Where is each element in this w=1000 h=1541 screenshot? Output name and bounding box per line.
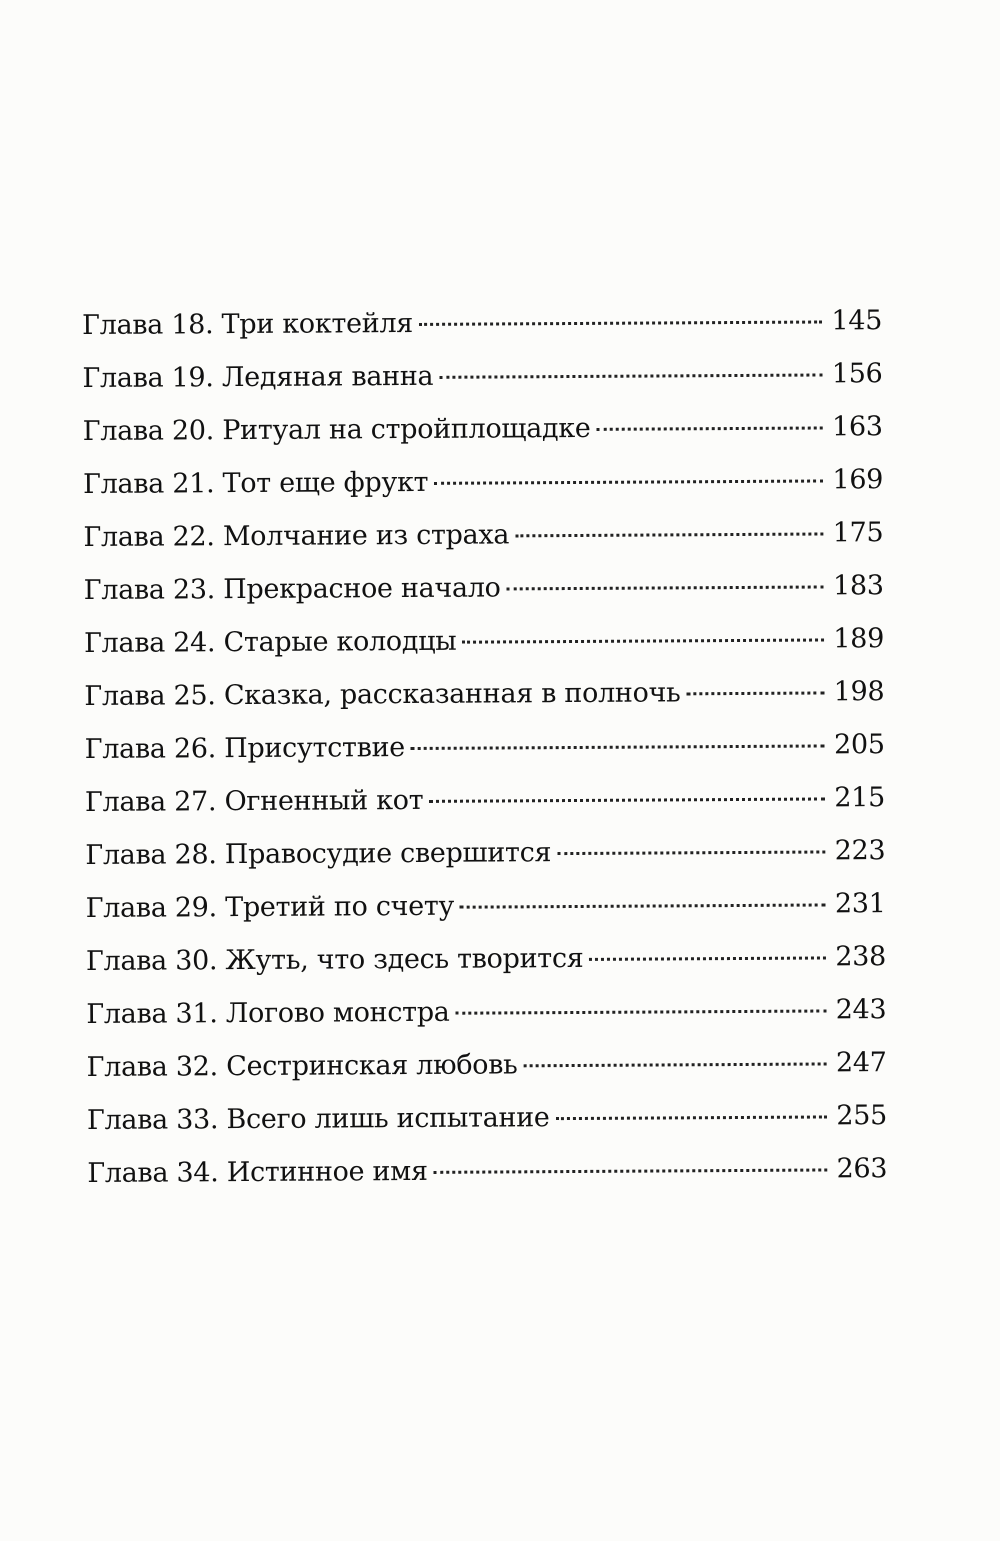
dot-leader	[429, 797, 825, 802]
dot-leader	[556, 1115, 827, 1120]
toc-entry-page: 145	[831, 305, 883, 337]
toc-entry-page: 205	[833, 729, 885, 761]
toc-entry	[85, 835, 885, 893]
toc-entry-page: 198	[833, 676, 885, 708]
toc-entry-title: Глава 20. Ритуал на стройплощадке	[82, 412, 591, 447]
toc-entry	[87, 1153, 887, 1211]
toc-entry-page: 215	[834, 782, 886, 814]
toc-entry-title: Глава 26. Присутствие	[84, 732, 406, 765]
dot-leader	[462, 638, 824, 643]
toc-entry	[86, 941, 886, 999]
dot-leader	[456, 1009, 827, 1014]
toc-entry	[83, 411, 883, 469]
toc-entry-page: 169	[832, 464, 884, 496]
toc-entry	[85, 729, 885, 787]
toc-entry-title: Глава 34. Истинное имя	[87, 1155, 428, 1189]
toc-entry	[85, 782, 885, 840]
dot-leader	[460, 903, 826, 908]
toc-entry	[84, 623, 884, 681]
toc-entry-page: 255	[836, 1100, 888, 1132]
dot-leader	[434, 1168, 828, 1173]
toc-entry-page: 156	[831, 358, 883, 390]
toc-entry-page: 247	[835, 1047, 887, 1079]
toc-entry-page: 175	[832, 517, 884, 549]
toc-entry-page: 163	[831, 411, 883, 443]
toc-entry	[86, 888, 886, 946]
toc-entry-title: Глава 21. Тот еще фрукт	[82, 466, 429, 500]
toc-entry-page: 189	[833, 623, 885, 655]
toc-entry	[87, 1100, 887, 1158]
dot-leader	[597, 426, 823, 430]
toc-entry	[84, 570, 884, 628]
toc-entry-title: Глава 33. Всего лишь испытание	[86, 1102, 550, 1136]
table-of-contents	[82, 305, 887, 1211]
toc-entry	[82, 305, 882, 363]
dot-leader	[524, 1062, 827, 1067]
toc-entry-title: Глава 27. Огненный кот	[84, 784, 424, 818]
dot-leader	[515, 532, 823, 537]
toc-entry-title: Глава 19. Ледяная ванна	[82, 360, 434, 394]
toc-entry	[83, 517, 883, 575]
toc-entry-page: 263	[836, 1153, 888, 1185]
toc-entry-title: Глава 22. Молчание из страха	[83, 519, 510, 553]
dot-leader	[557, 850, 825, 855]
dot-leader	[439, 373, 822, 378]
toc-entry	[84, 676, 884, 734]
toc-entry	[86, 994, 886, 1052]
dot-leader	[589, 956, 826, 960]
toc-entry-page: 223	[834, 835, 886, 867]
toc-entry-title: Глава 32. Сестринская любовь	[86, 1049, 518, 1083]
toc-entry-page: 238	[835, 941, 887, 973]
toc-entry	[82, 358, 882, 416]
toc-entry-page: 243	[835, 994, 887, 1026]
toc-entry-page: 231	[834, 888, 886, 920]
toc-entry-title: Глава 31. Логово монстра	[86, 996, 450, 1030]
dot-leader	[419, 320, 822, 325]
toc-entry	[83, 464, 883, 522]
dot-leader	[411, 744, 825, 750]
toc-entry-title: Глава 23. Прекрасное начало	[83, 572, 501, 606]
toc-entry-title: Глава 18. Три коктейля	[82, 307, 414, 341]
toc-entry	[87, 1047, 887, 1105]
dot-leader	[434, 479, 823, 484]
dot-leader	[507, 585, 824, 590]
toc-entry-page: 183	[832, 570, 884, 602]
toc-entry-title: Глава 25. Сказка, рассказанная в полночь	[84, 677, 681, 712]
toc-entry-title: Глава 30. Жуть, что здесь творится	[85, 942, 584, 977]
dot-leader	[686, 691, 824, 695]
toc-entry-title: Глава 29. Третий по счету	[85, 890, 455, 924]
toc-entry-title: Глава 28. Правосудие свершится	[85, 837, 552, 871]
toc-entry-title: Глава 24. Старые колодцы	[83, 625, 457, 659]
